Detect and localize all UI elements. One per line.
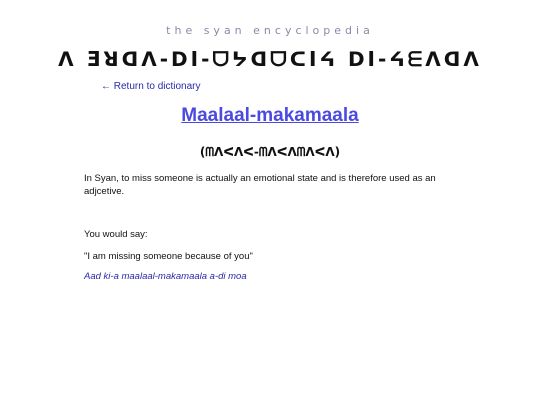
usage-intro: You would say:	[84, 229, 148, 240]
example-syan: Aad ki-a maalaal-makamaala a-di moa	[84, 271, 247, 282]
site-header	[0, 24, 540, 72]
entry-script-form: (ᗰᐱᐸᐱᐸ-ᗰᐱᐸᐱᗰᐱᐸᐱ)	[199, 145, 341, 159]
entry-word-title	[0, 103, 540, 129]
site-title-script: ᐱ Ǝꓤᗡᐱ-ᗞI-ᗜᔭᗡᗜᑕIᔦ ᗞI-ᔦᗴᐱᗡᐱ	[58, 47, 482, 71]
entry-definition: In Syan, to miss someone is actually an emotional state and is therefore used as an adjcetive.	[84, 173, 436, 197]
entry-word-link[interactable]: Maalaal-makamaala	[181, 105, 359, 126]
return-to-dictionary-link[interactable]: ← Return to dictionary	[101, 81, 201, 92]
example-english: "I am missing someone because of you"	[84, 251, 253, 262]
site-tagline: the syan encyclopedia	[166, 24, 374, 37]
